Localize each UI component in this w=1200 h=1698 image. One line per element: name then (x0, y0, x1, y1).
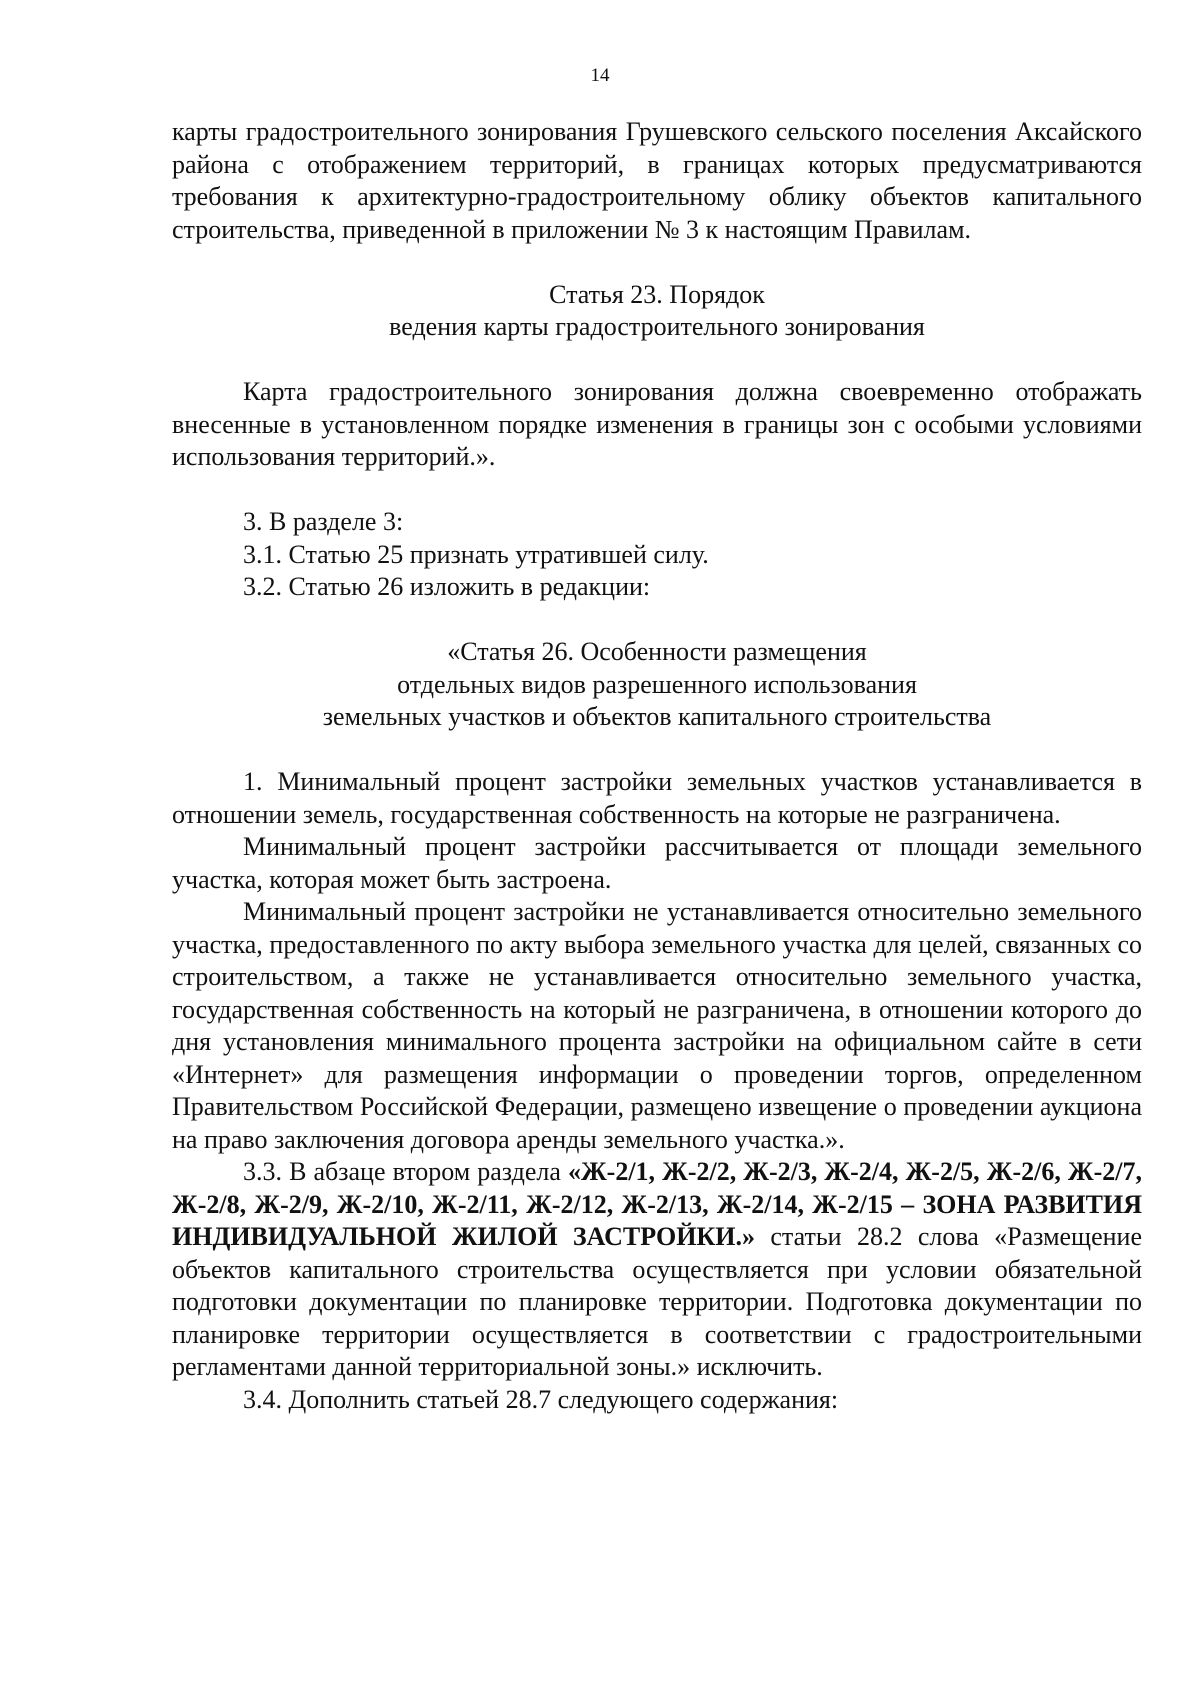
document-body (172, 116, 1142, 1416)
section-3-1-item: 3.1. Статью 25 признать утратившей силу. (243, 539, 709, 569)
spacer (172, 246, 1142, 279)
spacer (172, 474, 1142, 507)
section-3-item: 3. В разделе 3: (243, 507, 404, 536)
article-26-paragraph-2: Минимальный процент застройки рассчитывается от площади земельного участка, которая может быть застроена. (172, 832, 1142, 894)
article-26-paragraph-3: Минимальный процент застройки не устанавливается относительно земельного участка, предоставленного по акту выбора земельного участка для целей, связанных со строительством, а также не устанавливается относительно земельного участка, государственная собственность на который не разграничена, в отношении которого до дня установления минимального процента застройки на официальном сайте в сети «Интернет» для размещения информации о проведении торгов, определенном Правительством Российской Федерации, размещено извещение о проведении аукциона на право заключения договора аренды земельного участка.». (172, 897, 1142, 1154)
spacer (172, 344, 1142, 377)
item-3-4-paragraph: 3.4. Дополнить статьей 28.7 следующего содержания: (243, 1384, 839, 1414)
article-26-heading-line-1: «Статья 26. Особенности размещения (447, 637, 867, 666)
section-3-2-item: 3.2. Статью 26 изложить в редакции: (243, 572, 651, 601)
item-3-3-suffix: статьи 28.2 слова «Размещение объектов капитального строительства осуществляется при условии обязательной подготовки документации по планировке территории. Подготовка документации по планировке территории осуществляется в соответствии с градостроительными регламентами данной территориальной зоны.» исключить. (172, 1222, 1142, 1381)
item-3-3-paragraph (172, 1156, 1142, 1384)
article-26-heading-line-2: отдельных видов разрешенного использования (397, 669, 917, 699)
item-3-3-prefix: 3.3. В абзаце втором раздела (243, 1157, 568, 1186)
page-number: 14 (590, 65, 610, 86)
article-23-paragraph: Карта градостроительного зонирования должна своевременно отображать внесенные в установленном порядке изменения в границы зон с особыми условиями использования территорий.». (172, 377, 1142, 471)
spacer (172, 734, 1142, 767)
spacer (172, 604, 1142, 637)
intro-paragraph: карты градостроительного зонирования Грушевского сельского поселения Аксайского района с отображением территорий, в границах которых предусматриваются требования к архитектурно-градостроительному облику объектов капитального строительства, приведенной в приложении № 3 к настоящим Правилам. (172, 117, 1142, 244)
item-3-3-zone-title: «Ж-2/1, Ж-2/2, Ж-2/3, Ж-2/4, Ж-2/5, Ж-2/6, Ж-2/7, Ж-2/8, Ж-2/9, Ж-2/10, Ж-2/11, Ж-2/12, Ж-2/13, Ж-2/14, Ж-2/15 – ЗОНА РАЗВИТИЯ ИНДИВИДУАЛЬНОЙ ЖИЛОЙ ЗАСТРОЙКИ.» (172, 1157, 1142, 1251)
article-26-heading-line-3: земельных участков и объектов капитального строительства (322, 702, 992, 731)
article-23-heading-line-2: ведения карты градостроительного зонирования (389, 312, 925, 341)
article-26-paragraph-1: 1. Минимальный процент застройки земельных участков устанавливается в отношении земель, государственная собственность на которые не разграничена. (172, 767, 1142, 829)
article-23-heading-line-1: Статья 23. Порядок (549, 279, 765, 309)
